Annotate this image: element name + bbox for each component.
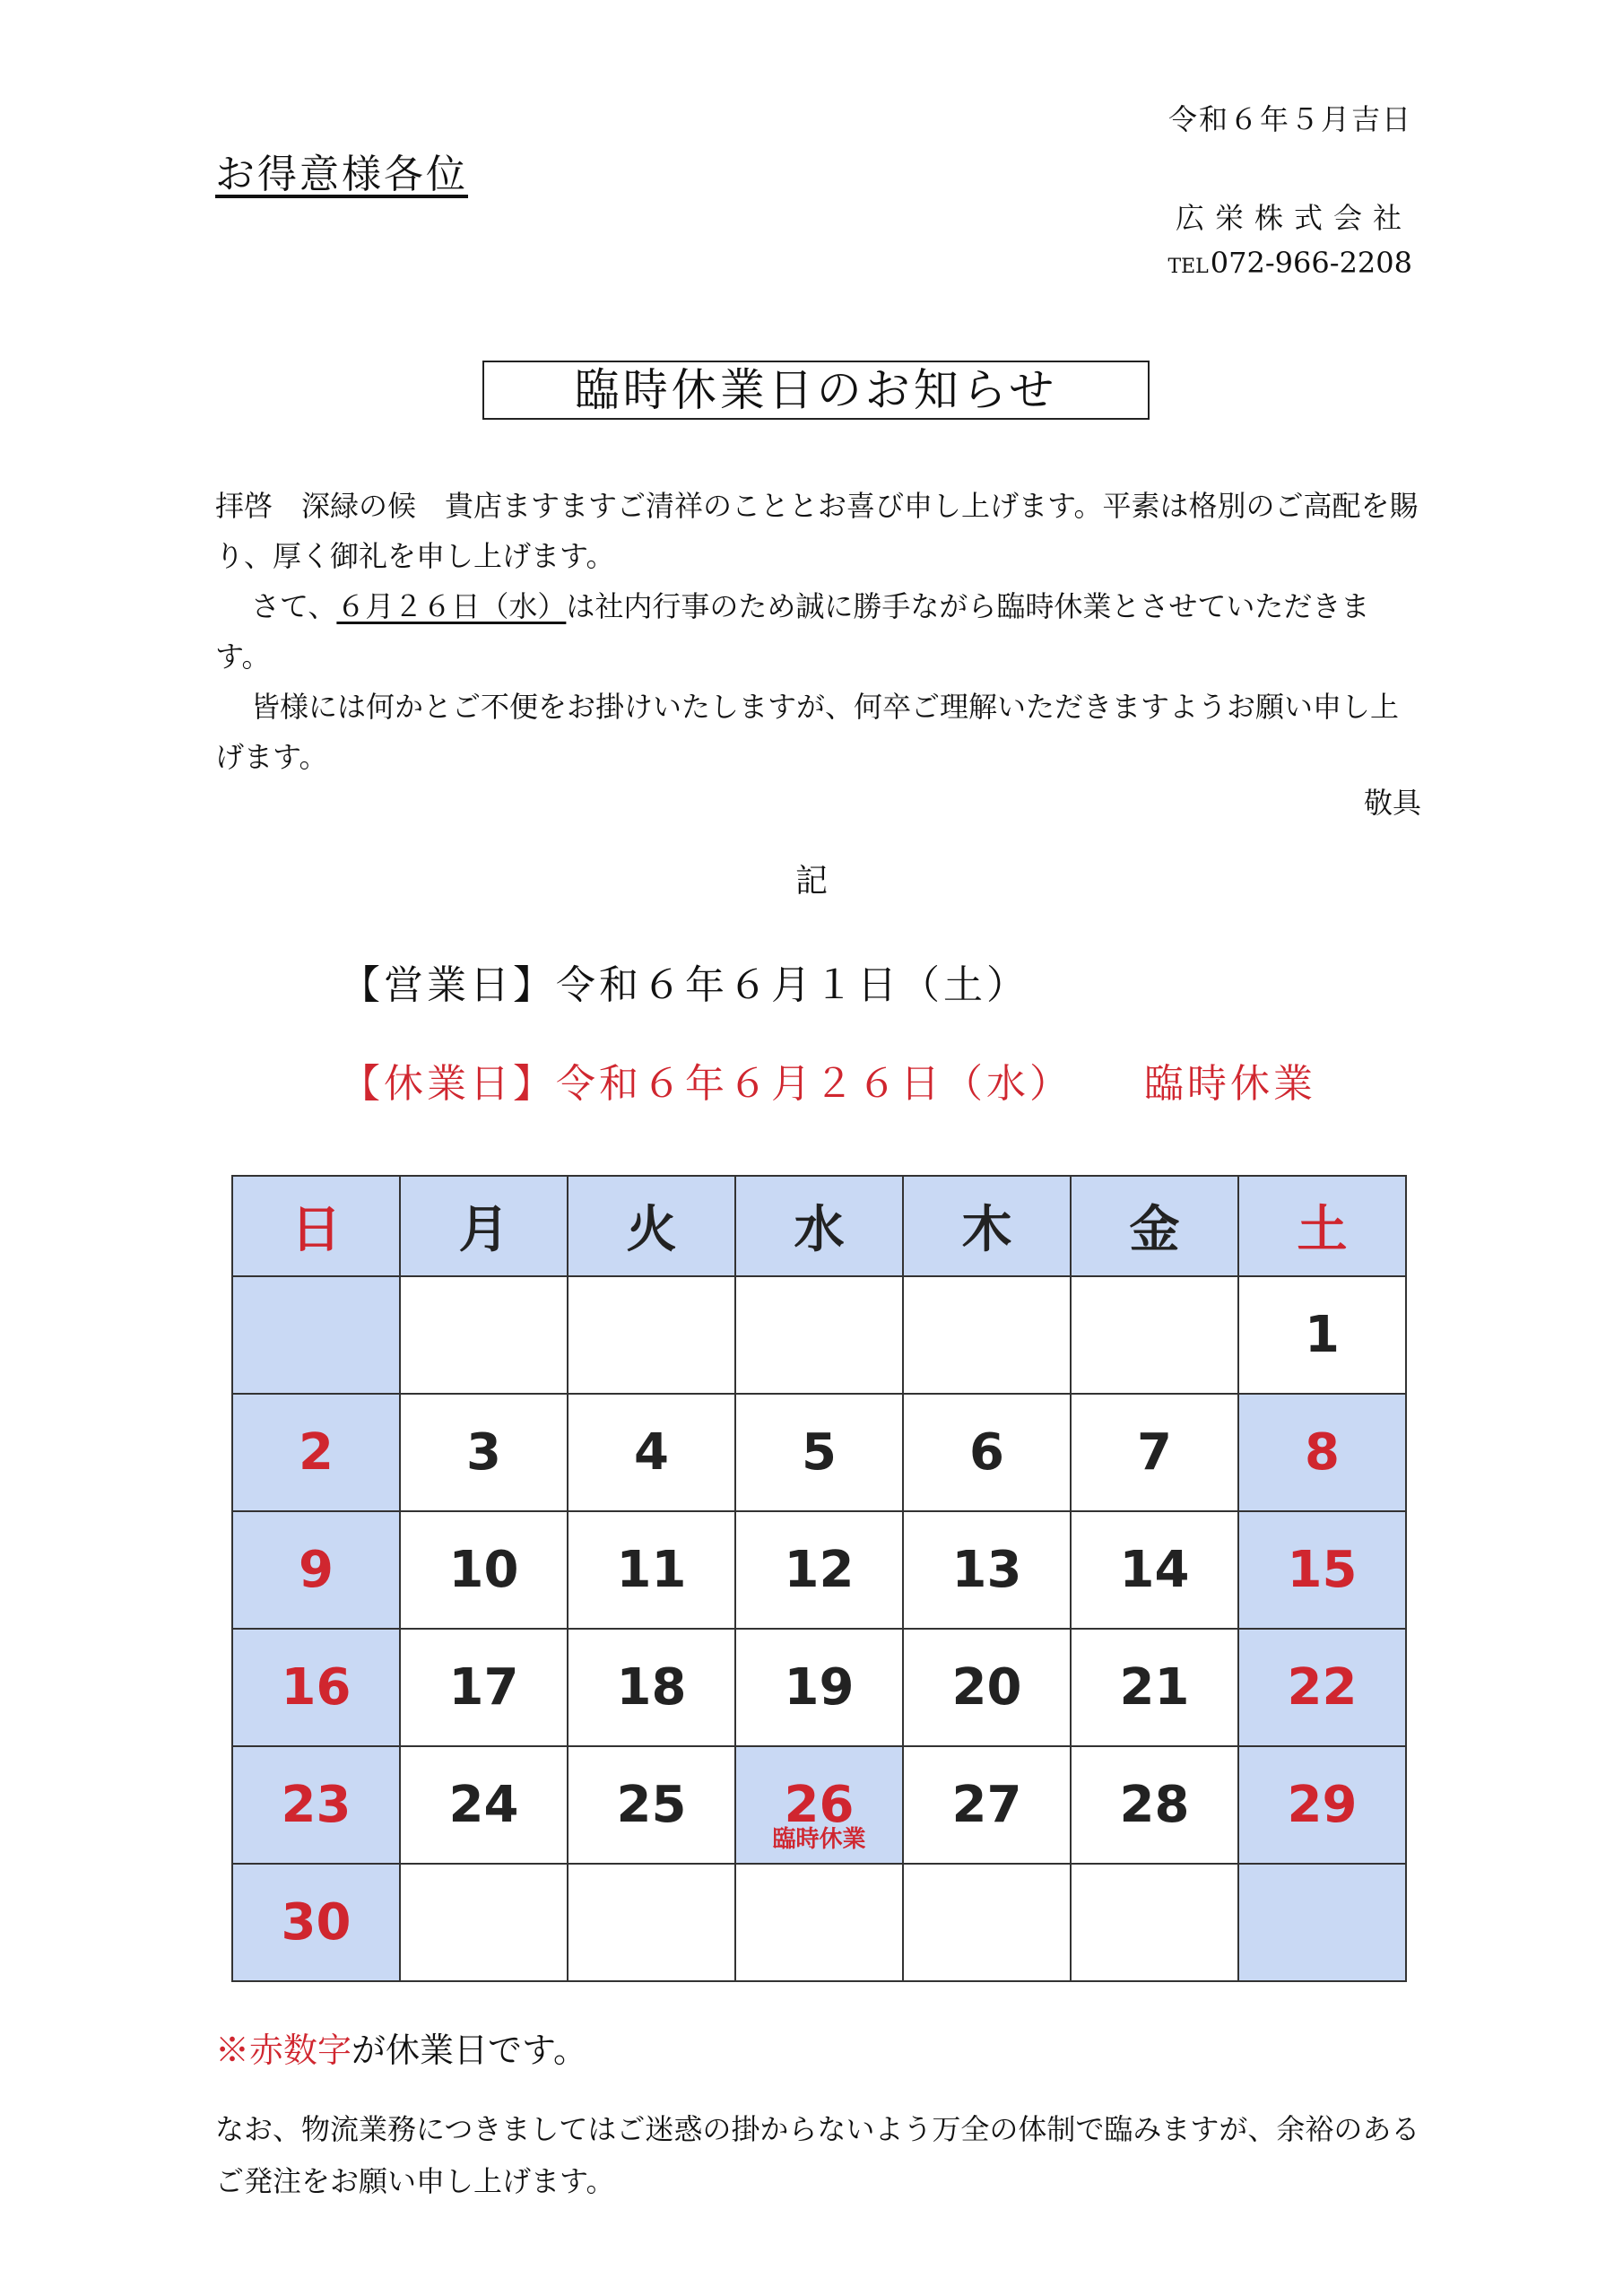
- calendar-day-cell: 11: [568, 1511, 735, 1629]
- june-calendar: [231, 1175, 1407, 1982]
- calendar-day-cell: 18: [568, 1629, 735, 1746]
- closing-keigu: 敬具: [1363, 786, 1421, 820]
- calendar-day-cell: [568, 1276, 735, 1394]
- weekday-thu: 木: [903, 1176, 1071, 1276]
- tel-prefix: TEL: [1167, 256, 1209, 278]
- calendar-day-cell: [1238, 1864, 1406, 1981]
- weekday-mon: 月: [400, 1176, 568, 1276]
- calendar-day-cell: 28: [1071, 1746, 1238, 1864]
- calendar-day-cell: 20: [903, 1629, 1071, 1746]
- paragraph-greeting: 拝啓 深緑の候 貴店ますますご清祥のこととお喜び申し上げます。平素は格別のご高配を賜り、厚く御礼を申し上げます。: [215, 489, 1419, 573]
- holiday-label: 【休業日】: [341, 1061, 556, 1107]
- letter-body: [215, 481, 1421, 782]
- temporary-closure-note: 臨時休業: [772, 1826, 866, 1853]
- calendar-day-cell: [232, 1276, 400, 1394]
- calendar-day-cell: 6: [903, 1394, 1071, 1511]
- p2-pre: さて、: [251, 589, 337, 623]
- calendar-day-cell: 15: [1238, 1511, 1406, 1629]
- calendar-day-cell: 23: [232, 1746, 400, 1864]
- company-tel: [1167, 246, 1412, 280]
- footer-note: なお、物流業務につきましてはご迷惑の掛からないよう万全の体制で臨みますが、余裕のあるご発注をお願い申し上げます。: [215, 2112, 1420, 2198]
- calendar-week-row: [232, 1511, 1406, 1629]
- calendar-day-cell: 3: [400, 1394, 568, 1511]
- calendar-week-row: [232, 1864, 1406, 1981]
- calendar-day-cell: [568, 1864, 735, 1981]
- calendar-day-cell: [735, 1864, 903, 1981]
- calendar-day-cell: 1: [1238, 1276, 1406, 1394]
- notice-title: 臨時休業日のお知らせ: [482, 361, 1150, 420]
- calendar-day-cell: [400, 1276, 568, 1394]
- calendar-header-row: [232, 1176, 1406, 1276]
- tel-number: 072-966-2208: [1210, 246, 1412, 280]
- legend-red-part: ※赤数字: [215, 2031, 352, 2070]
- weekday-wed: 水: [735, 1176, 903, 1276]
- document-date: 令和６年５月吉日: [1167, 102, 1412, 136]
- calendar-day-cell: 2: [232, 1394, 400, 1511]
- holiday-type: 臨時休業: [1144, 1061, 1316, 1107]
- calendar-day-cell: 27: [903, 1746, 1071, 1864]
- calendar-day-cell: 17: [400, 1629, 568, 1746]
- legend-rest: が休業日です。: [352, 2031, 587, 2070]
- calendar-day-cell: 9: [232, 1511, 400, 1629]
- weekday-tue: 火: [568, 1176, 735, 1276]
- calendar-day-cell: [903, 1864, 1071, 1981]
- closure-date-underlined: ６月２６日（水）: [336, 589, 567, 623]
- calendar-day-cell: [1071, 1276, 1238, 1394]
- calendar-day-cell: 10: [400, 1511, 568, 1629]
- business-day-date: 令和６年６月１日（土）: [556, 962, 1029, 1008]
- weekday-fri: 金: [1071, 1176, 1238, 1276]
- weekday-sat: 土: [1238, 1176, 1406, 1276]
- business-day-line: [341, 952, 1029, 1010]
- calendar-day-cell: 8: [1238, 1394, 1406, 1511]
- paragraph-apology: 皆様には何かとご不便をお掛けいたしますが、何卒ご理解いただきますようお願い申し上げます。: [215, 690, 1400, 774]
- company-name: 広栄株式会社: [1175, 201, 1412, 235]
- calendar-day-cell: 22: [1238, 1629, 1406, 1746]
- calendar-day-cell: 13: [903, 1511, 1071, 1629]
- calendar-day-cell-26: [735, 1746, 903, 1864]
- calendar-week-row: [232, 1394, 1406, 1511]
- holiday-date: 令和６年６月２６日（水）: [556, 1061, 1072, 1107]
- day-26-number: 26: [784, 1776, 855, 1834]
- calendar-day-cell: [735, 1276, 903, 1394]
- paragraph-closure: [215, 581, 1421, 682]
- calendar-day-cell: [903, 1276, 1071, 1394]
- calendar-day-cell: 12: [735, 1511, 903, 1629]
- weekday-sun: 日: [232, 1176, 400, 1276]
- calendar-week-row: [232, 1276, 1406, 1394]
- calendar-day-cell: 19: [735, 1629, 903, 1746]
- business-day-label: 【営業日】: [341, 962, 556, 1008]
- calendar-day-cell: [1071, 1864, 1238, 1981]
- calendar-day-cell: 14: [1071, 1511, 1238, 1629]
- calendar-week-row: [232, 1746, 1406, 1864]
- calendar-day-cell: 21: [1071, 1629, 1238, 1746]
- calendar-day-cell: 29: [1238, 1746, 1406, 1864]
- calendar-day-cell: 30: [232, 1864, 400, 1981]
- holiday-line: [341, 1051, 1316, 1109]
- calendar-day-cell: 5: [735, 1394, 903, 1511]
- calendar-week-row: [232, 1629, 1406, 1746]
- addressee: お得意様各位: [215, 152, 468, 197]
- calendar-day-cell: 16: [232, 1629, 400, 1746]
- calendar-day-cell: 7: [1071, 1394, 1238, 1511]
- calendar-day-cell: 4: [568, 1394, 735, 1511]
- calendar-day-cell: 24: [400, 1746, 568, 1864]
- calendar-day-cell: 25: [568, 1746, 735, 1864]
- calendar-legend: [215, 2022, 587, 2072]
- p2-post: は社内行事のため誠に勝手ながら臨時休業とさせていただきます。: [215, 589, 1370, 674]
- calendar-day-cell: [400, 1864, 568, 1981]
- ki-heading: 記: [794, 863, 828, 900]
